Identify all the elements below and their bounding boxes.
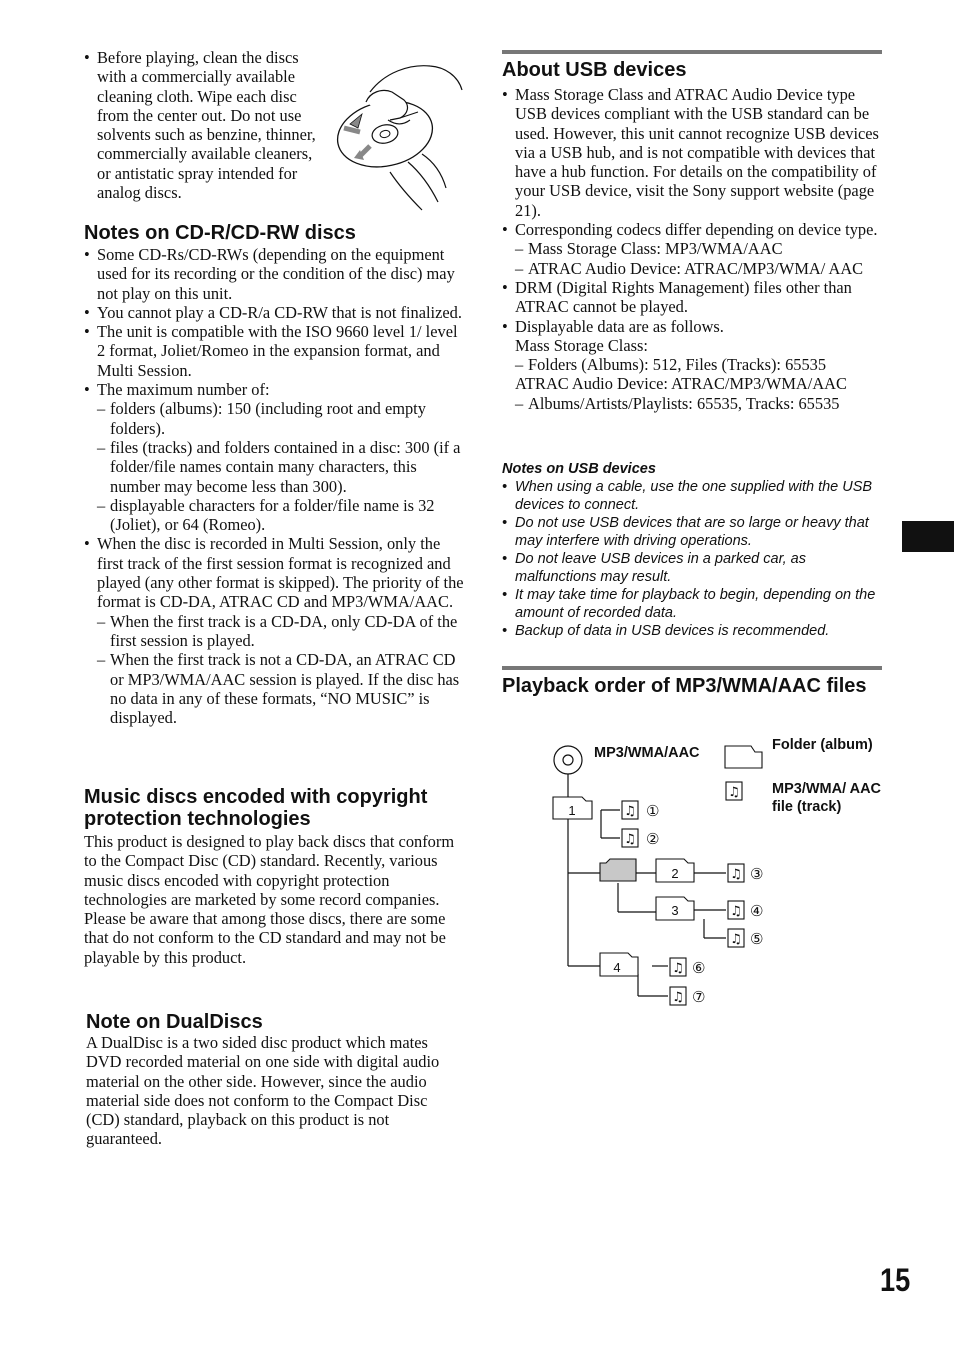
legend-folder-icon [725, 746, 762, 768]
list-item [502, 220, 887, 278]
dualdisc-heading: Note on DualDiscs [86, 1011, 263, 1033]
track-number: ④ [750, 902, 764, 920]
tree-diagram [540, 730, 890, 1020]
legend-folder-label: Folder (album) [772, 737, 873, 753]
section-rule [502, 50, 882, 54]
sub-label: Mass Storage Class: [515, 335, 648, 355]
usb-heading: About USB devices [502, 59, 687, 81]
list-item: • Some CD-Rs/CD-RWs (depending on the equipment used for its recording or the condition of the disc) may not play on this unit. [84, 245, 464, 303]
dualdisc-text: A DualDisc is a two sided disc product which mates DVD recorded material on one side with digital audio material on the other side. However, since the audio material side does not conform to the Compact Disc (CD) standard, playback on this product is not guaranteed. [86, 1033, 440, 1149]
folder-icon [600, 859, 636, 881]
folder-number: 1 [568, 803, 576, 818]
usb-list [502, 85, 887, 413]
sub-item: – Albums/Artists/Playlists: 65535, Tracks: 65535 [515, 394, 887, 413]
cdr-notes-list [84, 245, 464, 727]
svg-text:♫: ♫ [730, 932, 742, 947]
folder-number: 4 [613, 960, 621, 975]
root-label: MP3/WMA/AAC [594, 745, 700, 761]
list-item: • You cannot play a CD-R/a CD-RW that is not finalized. [84, 303, 464, 322]
list-item: • When using a cable, use the one supplied with the USB devices to connect. [502, 478, 887, 514]
sub-label: ATRAC Audio Device: ATRAC/MP3/WMA/AAC [515, 374, 847, 394]
list-item-text: • Corresponding codecs differ depending on device type. [515, 220, 878, 240]
copyright-text: This product is designed to play back discs that conform to the Compact Disc (CD) standard. Recently, various music discs encoded with copyright protection technologies are marketed by some record companies. Please be aware that among those discs, there are some that do not conform to the CD standard and may not be playable by this product. [84, 832, 455, 967]
list-item: • The unit is compatible with the ISO 9660 level 1/ level 2 format, Joliet/Romeo in the expansion format, and Multi Session. [84, 322, 464, 380]
list-item: • Do not use USB devices that are so large or heavy that may interfere with driving operations. [502, 514, 887, 550]
list-item: • Do not leave USB devices in a parked car, as malfunctions may result. [502, 550, 887, 586]
sub-item: – files (tracks) and folders contained in a disc: 300 (if a folder/file names contain many characters, this number may become less than 300). [97, 438, 464, 496]
sub-item: – displayable characters for a folder/file name is 32 (Joliet), or 64 (Romeo). [97, 496, 464, 535]
list-item: • DRM (Digital Rights Management) files other than ATRAC cannot be played. [502, 278, 887, 317]
cdr-heading: Notes on CD-R/CD-RW discs [84, 222, 356, 244]
cleaning-bullet: • Before playing, clean the discs with a commercially available cleaning cloth. Wipe each disc from the center out. Do not use solvents such as benzine, thinner, commercially available cleaners, or antistatic spray intended for analog discs. [84, 48, 329, 202]
svg-text:♫: ♫ [730, 904, 742, 919]
list-item [502, 317, 887, 413]
sub-item: – Folders (Albums): 512, Files (Tracks): 65535 [515, 355, 887, 374]
list-item-text: • When the disc is recorded in Multi Session, only the first track of the first session format is recognized and played (any other format is skipped). The priority of the format is CD-DA, ATRAC CD and MP3/WMA/AAC. [97, 534, 464, 612]
list-item: • Mass Storage Class and ATRAC Audio Device type USB devices compliant with the USB standard can be used. However, this unit cannot recognize USB devices via a USB hub, and is not compatible with devices that have a hub function. For details on the compatibility of your USB device, visit the Sony support website (page 21). [502, 85, 887, 220]
track-number: ⑤ [750, 930, 764, 948]
section-tab-marker [902, 521, 954, 552]
usb-notes-heading: Notes on USB devices [502, 461, 656, 477]
list-item: • Backup of data in USB devices is recommended. [502, 622, 887, 640]
track-number: ⑦ [692, 988, 706, 1006]
copyright-heading: Music discs encoded with copyright protection technologies [84, 786, 428, 830]
playback-heading: Playback order of MP3/WMA/AAC files [502, 675, 867, 697]
track-number: ③ [750, 865, 764, 883]
list-item: • It may take time for playback to begin, depending on the amount of recorded data. [502, 586, 887, 622]
track-number: ① [646, 802, 660, 820]
svg-text:♫: ♫ [672, 961, 684, 976]
svg-text:♫: ♫ [624, 804, 636, 819]
folder-number: 3 [671, 903, 679, 918]
folder-number: 2 [671, 866, 679, 881]
list-item-text: • Displayable data are as follows. [515, 316, 724, 336]
svg-text:♫: ♫ [672, 990, 684, 1005]
track-number: ② [646, 830, 660, 848]
svg-text:♫: ♫ [624, 832, 636, 847]
disc-cleaning-illustration [330, 62, 465, 212]
list-item [84, 534, 464, 727]
track-number: ⑥ [692, 959, 706, 977]
sub-item: – When the first track is a CD-DA, only CD-DA of the first session is played. [97, 612, 464, 651]
legend-file-label: MP3/WMA/ AAC file (track) [772, 781, 882, 815]
playback-order-diagram [540, 730, 890, 1020]
cleaning-list [84, 48, 329, 202]
usb-notes-list [502, 478, 887, 640]
list-item [84, 380, 464, 534]
sub-item: – ATRAC Audio Device: ATRAC/MP3/WMA/ AAC [515, 259, 887, 278]
section-rule [502, 666, 882, 670]
sub-item: – Mass Storage Class: MP3/WMA/AAC [515, 239, 887, 258]
svg-text:♫: ♫ [730, 867, 742, 882]
svg-text:♫: ♫ [728, 785, 740, 800]
sub-item: – folders (albums): 150 (including root and empty folders). [97, 399, 464, 438]
list-item-text: • The maximum number of: [97, 380, 270, 400]
page-number: 15 [880, 1262, 911, 1298]
sub-item: – When the first track is not a CD-DA, an ATRAC CD or MP3/WMA/AAC session is played. If the disc has no data in any of these formats, “NO MUSIC” is displayed. [97, 650, 464, 727]
